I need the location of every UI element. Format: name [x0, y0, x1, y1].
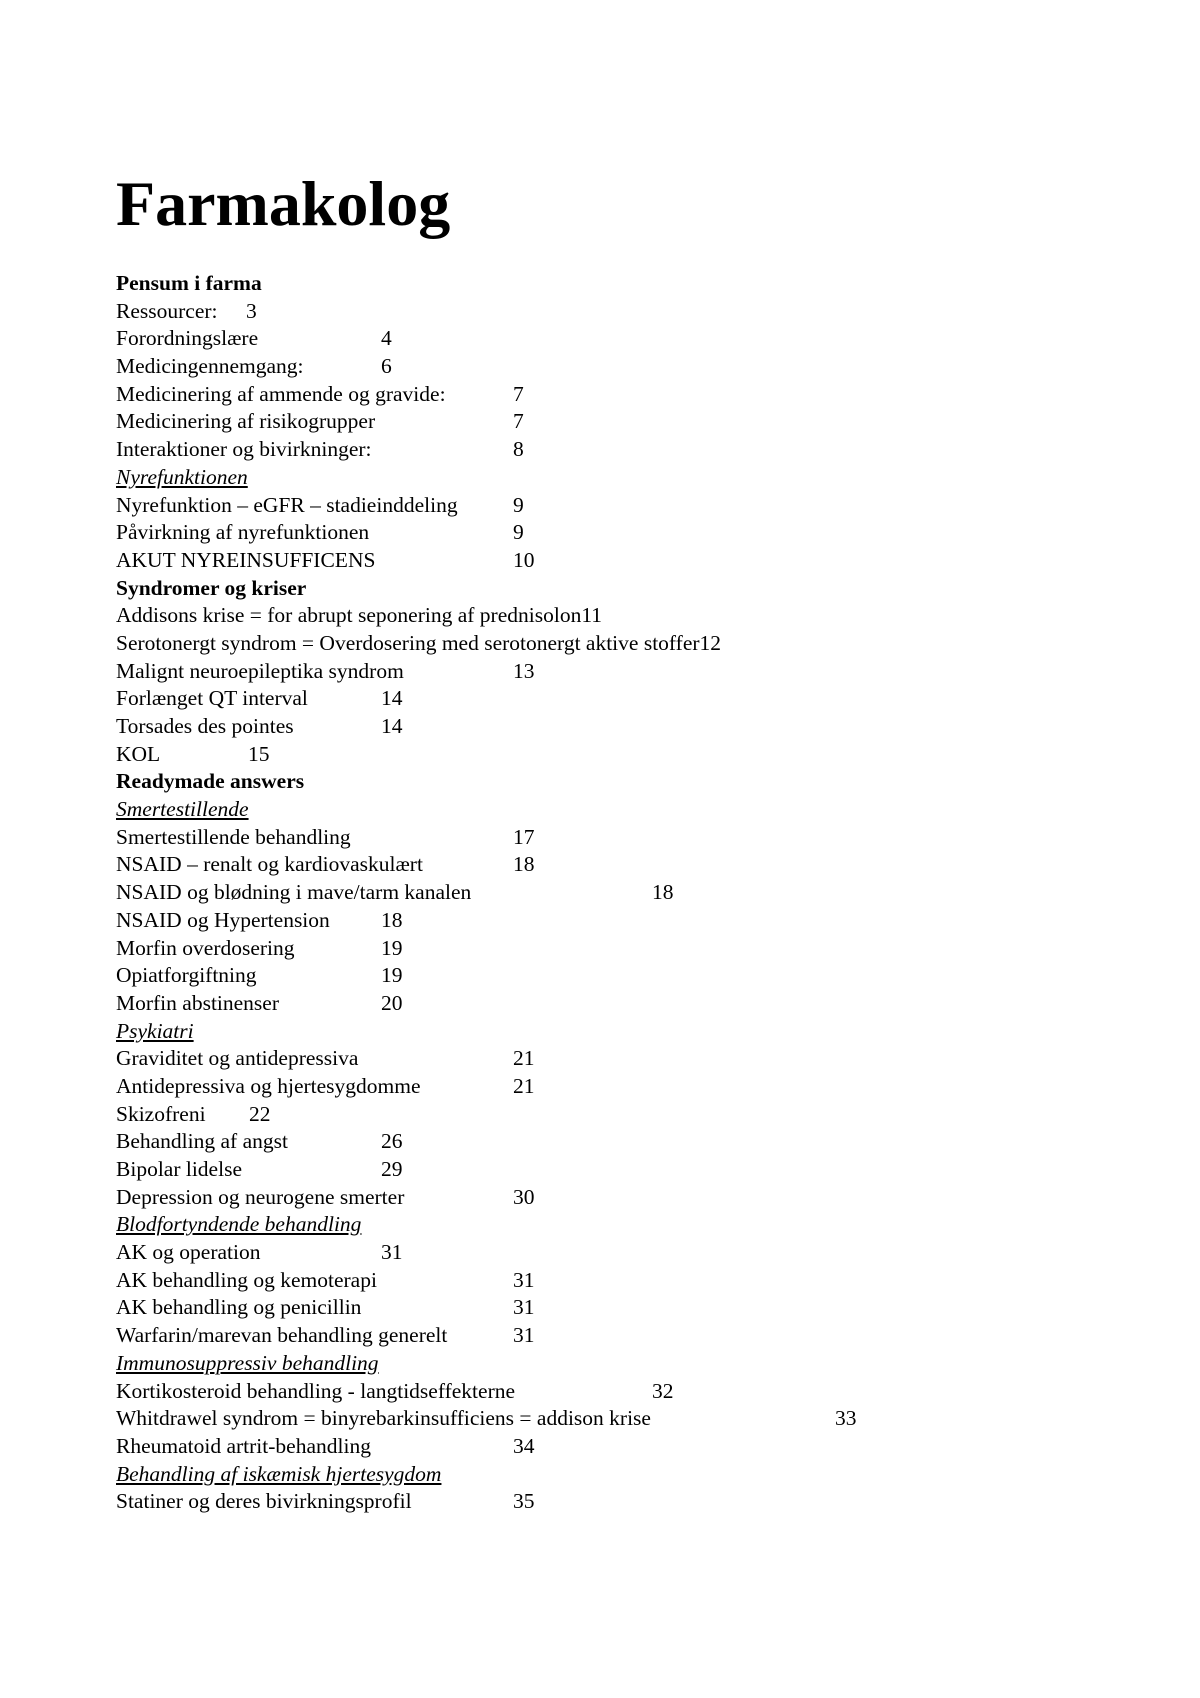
toc-entry-page-number: 31 [381, 1240, 403, 1265]
toc-entry-title: AK behandling og kemoterapi [116, 1267, 377, 1292]
toc-entry-page-number: 30 [513, 1184, 535, 1209]
toc-entry [116, 907, 1116, 935]
toc-entry-page-number: 35 [513, 1489, 535, 1514]
toc-entry-title: Depression og neurogene smerter [116, 1184, 405, 1209]
toc-entry-page-number: 21 [513, 1073, 535, 1098]
toc-entry-page-number: 3 [246, 298, 257, 323]
toc-entry-title: Whitdrawel syndrom = binyrebarkinsufficiens = addison krise [116, 1406, 651, 1431]
toc-entry [116, 1184, 1116, 1212]
toc-entry [116, 1433, 1116, 1461]
toc-entry-page-number: 12 [699, 630, 722, 655]
toc-entry-title: AK behandling og penicillin [116, 1295, 362, 1320]
toc-entry-title: Smertestillende behandling [116, 824, 351, 849]
toc-entry-page-number: 26 [381, 1129, 403, 1154]
toc-entry-title: Bipolar lidelse [116, 1157, 242, 1181]
toc-subsection-heading: Immunosuppressiv behandling [116, 1350, 379, 1375]
toc-entry-page-number: 32 [652, 1378, 674, 1403]
toc-entry-title: Forlænget QT interval [116, 686, 308, 711]
toc-entry-page-number: 34 [513, 1433, 535, 1458]
toc-entry [116, 1405, 1116, 1433]
table-of-contents [116, 270, 1116, 1516]
toc-entry-page-number: 31 [513, 1323, 535, 1348]
toc-entry-title: AKUT NYREINSUFFICENS [116, 547, 376, 572]
toc-entry [116, 990, 1116, 1018]
toc-entry-title: Skizofreni [116, 1101, 206, 1126]
toc-entry [116, 824, 1116, 852]
toc-entry [116, 492, 1116, 520]
toc-entry-title: Antidepressiva og hjertesygdomme [116, 1073, 421, 1098]
toc-entry-title: Medicingennemgang: [116, 354, 304, 379]
toc-entry [116, 685, 1116, 713]
toc-entry [116, 1239, 1116, 1267]
toc-entry [116, 1128, 1116, 1156]
toc-entry-title: Rheumatoid artrit-behandling [116, 1433, 371, 1458]
toc-entry [116, 879, 1116, 907]
toc-entry [116, 353, 1116, 381]
toc-entry-title: Påvirkning af nyrefunktionen [116, 520, 370, 545]
toc-entry-page-number: 33 [835, 1406, 857, 1431]
document-page [116, 168, 1116, 1516]
toc-entry-page-number: 4 [381, 326, 392, 351]
toc-entry-page-number: 22 [249, 1101, 271, 1126]
toc-section-heading: Readymade answers [116, 769, 305, 794]
toc-entry [116, 630, 1116, 658]
toc-entry-title: NSAID og blødning i mave/tarm kanalen [116, 880, 472, 905]
toc-entry [116, 1488, 1116, 1516]
toc-entry-page-number: 8 [513, 437, 524, 462]
toc-entry-page-number: 31 [513, 1295, 535, 1320]
toc-entry [116, 602, 1116, 630]
toc-entry-title: Morfin abstinenser [116, 990, 280, 1015]
toc-entry-title: Interaktioner og bivirkninger: [116, 437, 372, 462]
toc-entry [116, 1378, 1116, 1406]
toc-entry [116, 1045, 1116, 1073]
toc-entry [116, 436, 1116, 464]
toc-entry [116, 1073, 1116, 1101]
toc-section-heading: Syndromer og kriser [116, 575, 307, 600]
toc-entry [116, 962, 1116, 990]
toc-entry-title: NSAID og Hypertension [116, 907, 330, 932]
toc-entry [116, 325, 1116, 353]
toc-subsection-heading: Behandling af iskæmisk hjertesygdom [116, 1461, 442, 1486]
toc-section-heading: Pensum i farma [116, 271, 262, 295]
toc-entry-page-number: 6 [381, 354, 392, 379]
toc-entry [116, 298, 1116, 326]
toc-entry-title: Serotonergt syndrom = Overdosering med serotonergt aktive stoffer [116, 630, 700, 655]
toc-entry-title: Addisons krise = for abrupt seponering af prednisolon [116, 603, 582, 628]
toc-entry-title: Kortikosteroid behandling - langtidseffekterne [116, 1378, 516, 1403]
toc-subsection-heading: Nyrefunktionen [116, 464, 248, 489]
toc-entry-page-number: 10 [513, 547, 535, 572]
toc-entry-page-number: 14 [381, 686, 403, 711]
toc-entry-page-number: 18 [381, 907, 403, 932]
toc-entry-page-number: 18 [513, 852, 535, 877]
toc-entry-title: Behandling af angst [116, 1129, 288, 1154]
toc-entry-page-number: 9 [513, 492, 524, 517]
toc-entry-title: Torsades des pointes [116, 714, 294, 738]
toc-entry-page-number: 31 [513, 1267, 535, 1292]
toc-entry [116, 1322, 1116, 1350]
toc-entry-page-number: 20 [381, 990, 403, 1015]
toc-entry-page-number: 17 [513, 824, 535, 849]
toc-entry-title: Graviditet og antidepressiva [116, 1046, 359, 1071]
toc-entry-page-number: 21 [513, 1046, 535, 1071]
toc-entry [116, 741, 1116, 769]
toc-entry-page-number: 11 [581, 603, 603, 628]
toc-entry-title: Statiner og deres bivirkningsprofil [116, 1489, 412, 1514]
toc-entry [116, 1156, 1116, 1184]
toc-entry [116, 658, 1116, 686]
toc-entry-page-number: 7 [513, 409, 524, 434]
toc-entry-page-number: 19 [381, 935, 403, 960]
toc-entry [116, 547, 1116, 575]
toc-entry [116, 1267, 1116, 1295]
toc-entry-title: Malignt neuroepileptika syndrom [116, 658, 404, 683]
toc-entry-title: Morfin overdosering [116, 935, 295, 960]
toc-entry [116, 408, 1116, 436]
toc-entry-page-number: 29 [381, 1157, 403, 1181]
toc-entry-title: Medicinering af risikogrupper [116, 409, 376, 434]
toc-subsection-heading: Smertestillende [116, 797, 249, 822]
toc-entry-title: NSAID – renalt og kardiovaskulært [116, 852, 423, 877]
toc-entry-page-number: 15 [248, 741, 270, 766]
toc-entry-title: Warfarin/marevan behandling generelt [116, 1323, 448, 1348]
toc-entry-title: AK og operation [116, 1240, 261, 1265]
toc-entry-page-number: 13 [513, 658, 535, 683]
toc-entry-page-number: 7 [513, 381, 524, 406]
toc-entry-title: Opiatforgiftning [116, 963, 257, 988]
toc-subsection-heading: Blodfortyndende behandling [116, 1212, 362, 1237]
toc-entry-title: Nyrefunktion – eGFR – stadieinddeling [116, 492, 458, 517]
toc-entry-page-number: 14 [381, 714, 403, 738]
toc-entry-title: Forordningslære [116, 326, 259, 351]
toc-entry [116, 519, 1116, 547]
toc-entry [116, 1294, 1116, 1322]
toc-entry [116, 381, 1116, 409]
toc-entry [116, 713, 1116, 741]
toc-subsection-heading: Psykiatri [116, 1018, 194, 1043]
toc-entry [116, 851, 1116, 879]
toc-entry-page-number: 18 [652, 880, 674, 905]
toc-entry-title: KOL [116, 741, 161, 766]
toc-entry [116, 935, 1116, 963]
toc-entry-page-number: 19 [381, 963, 403, 988]
toc-entry [116, 1101, 1116, 1129]
toc-entry-title: Ressourcer: [116, 298, 218, 323]
toc-entry-page-number: 9 [513, 520, 524, 545]
toc-entry-title: Medicinering af ammende og gravide: [116, 381, 446, 406]
document-title: Farmakolog [116, 168, 451, 239]
